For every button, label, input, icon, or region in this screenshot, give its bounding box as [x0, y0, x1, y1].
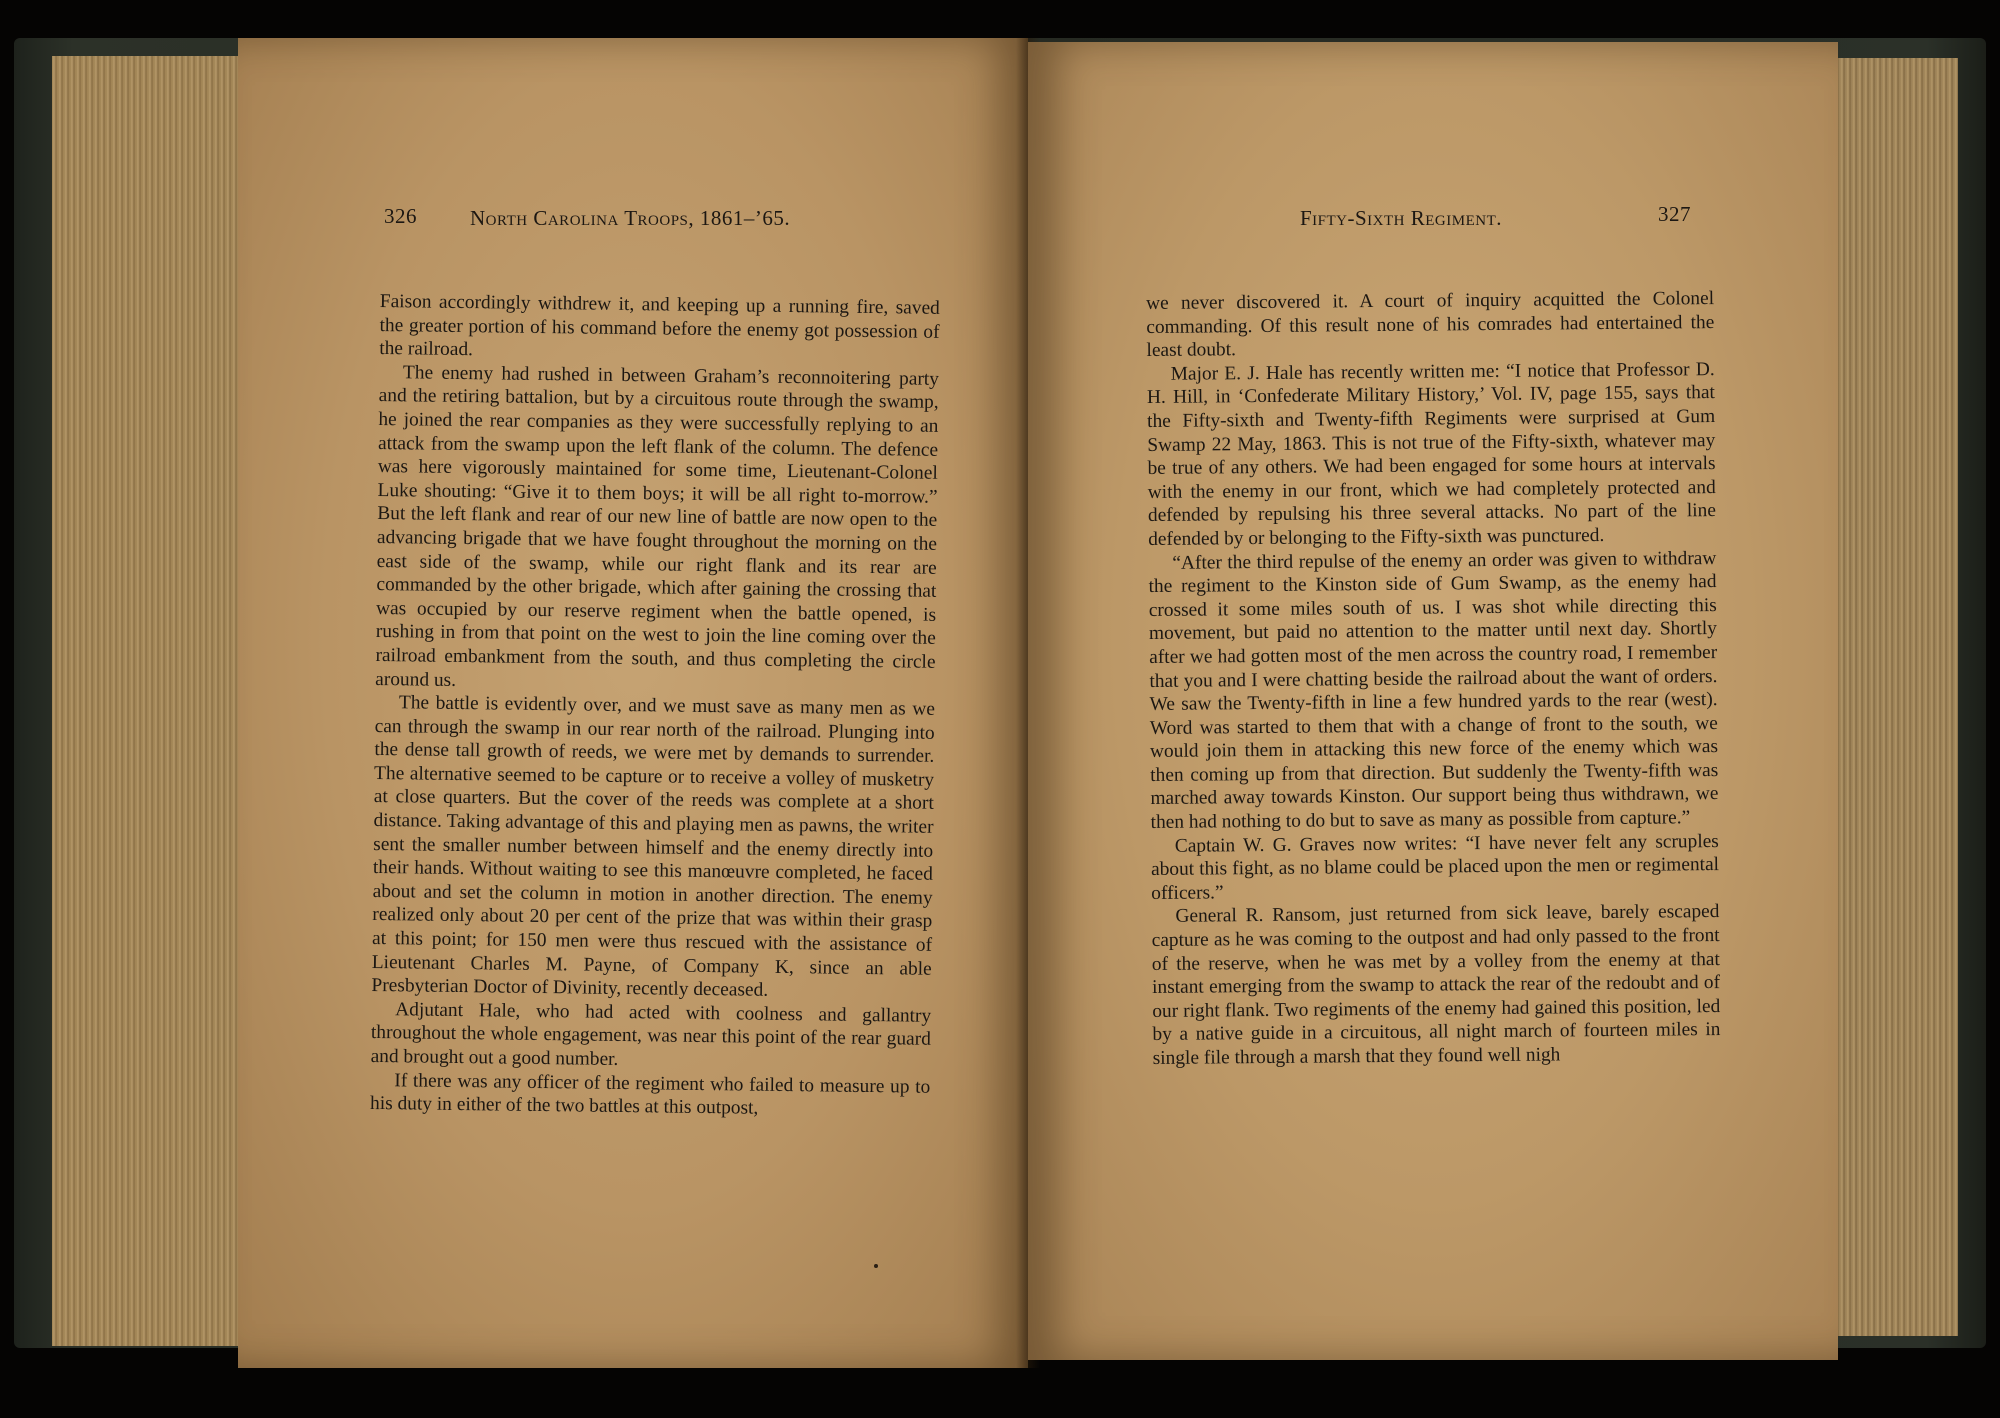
right-paragraph: we never discovered it. A court of inquiry acquitted the Colonel commanding. Of this result none of his comrades had entertained the least doubt.: [1146, 288, 1715, 362]
right-running-head: Fifty-Sixth Regiment.: [1300, 206, 1502, 230]
right-page: [1028, 42, 1838, 1360]
left-paragraph: Faison accordingly withdrew it, and keeping up a running fire, saved the greater portion of his command before the enemy got possession of the railroad.: [379, 290, 940, 361]
ink-speck: [874, 1264, 878, 1268]
left-paragraph: The enemy had rushed in between Graham’s reconnoitering party and the retiring battalion, but by a circuitous route through the swamp, he joined the rear companies as they were successfully replying to an attack from the swamp upon the left flank of the column. The defence was here vigorously maintained for some time, Lieutenant-Colonel Luke shouting: “Give it to them boys; it will be all right to-morrow.” But the left flank and rear of our new line of battle are now open to the advancing brigade that we have fought throughout the morning on the east side of the swamp, while our right flank and its rear are commanded by the other brigade, which after gaining the crossing that was occupied by our reserve regiment when the battle opened, is rushing in from that point on the west to join the line coming over the railroad embankment from the south, and thus completing the circle around us.: [375, 362, 940, 691]
left-paragraph: The battle is evidently over, and we must save as many men as we can through the swamp in our rear north of the railroad. Plunging into the dense tall growth of reeds, we were met by demands to surrender. The alternative seemed to be capture or to receive a volley of musketry at close quarters. But the cover of the reeds was complete at a short distance. Taking advantage of this and playing men as pawns, the writer sent the smaller number between himself and the enemy directly into their hands. Without waiting to see this manœuvre completed, he faced about and set the column in motion in another direction. The enemy realized only about 20 per cent of the prize that was within their grasp at this point; for 150 men were thus rescued with the assistance of Lieutenant Charles M. Payne, of Company K, since an able Presbyterian Doctor of Divinity, recently deceased.: [371, 692, 936, 1002]
left-page-edges: [52, 56, 242, 1346]
left-running-head: North Carolina Troops, 1861–’65.: [470, 206, 791, 230]
right-paragraph: General R. Ransom, just returned from sick leave, barely escaped capture as he was coming to the outpost and had only passed to the front of the reserve, when he was met by a volley from the enemy at that instant emerging from the swamp to attack the rear of the redoubt and of our right flank. Two regiments of the enemy had gained this position, led by a native guide in a circuitous, all night march of fourteen miles in single file through a marsh that they found well nigh: [1151, 901, 1721, 1069]
left-page: [238, 38, 1028, 1368]
left-paragraph: Adjutant Hale, who had acted with coolness and gallantry throughout the whole engagement, was near this point of the rear guard and brought out a good number.: [370, 999, 932, 1070]
right-paragraph: “After the third repulse of the enemy an order was given to withdraw the regiment to the Kinston side of Gum Swamp, as the enemy had crossed it some miles south of us. I was shot while directing this movement, but paid no attention to the matter until next day. Shortly after we had gotten most of the men across the country road, I remember that you and I were chatting beside the railroad about the want of orders. We saw the Twenty-fifth in line a few hundred yards to the rear (west). Word was started to them that with a change of front to the south, we would join them in attacking this new force of the enemy which was then coming up from that direction. But suddenly the Twenty-fifth was marched away towards Kinston. Our support being thus withdrawn, we then had nothing to do but to save as many as possible from capture.”: [1148, 547, 1719, 834]
left-page-body: [370, 290, 940, 1123]
right-paragraph: Captain W. G. Graves now writes: “I have never felt any scruples about this fight, as no blame could be placed upon the men or regimental officers.”: [1150, 830, 1720, 904]
right-paragraph: Major E. J. Hale has recently written me: “I notice that Professor D. H. Hill, in ‘Confederate Military History,’ Vol. IV, page 155, says that the Fifty-sixth and Twenty-fifth Regiments were surprised at Gum Swamp 22 May, 1863. This is not true of the Fifty-sixth, whatever may be true of any others. We had been engaged for some hours at intervals with the enemy in our front, which we had completely protected and defended by repulsing his three several attacks. No part of the line defended by or belonging to the Fifty-sixth was punctured.: [1146, 358, 1717, 550]
right-page-edges: [1828, 58, 1958, 1336]
right-page-number: 327: [1658, 202, 1691, 226]
right-page-body: [1146, 287, 1721, 1071]
left-page-number: 326: [384, 204, 417, 228]
left-paragraph: If there was any officer of the regiment who failed to measure up to his duty in either of the two battles at this outpost,: [369, 1069, 931, 1119]
